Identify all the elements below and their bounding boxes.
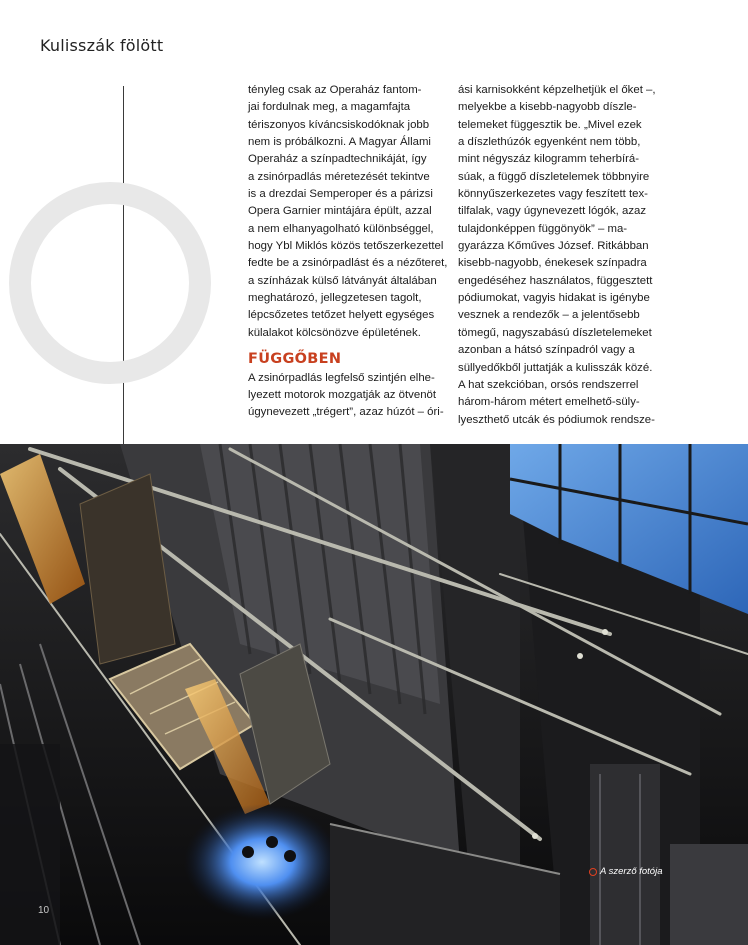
text-line: vesznek a rendezők – a jelentősebb	[458, 309, 640, 322]
credit-ring-icon	[589, 868, 597, 876]
text-line: fedte be a zsinórpadlást és a nézőteret,	[248, 257, 448, 270]
text-line: melyekbe a kisebb-nagyobb díszle-	[458, 101, 637, 114]
text-line: a díszlethúzók egyenként nem több,	[458, 136, 641, 149]
text-line: Operaház a színpadtechnikáját, így	[248, 153, 427, 166]
text-line: tényleg csak az Operaház fantom-	[248, 84, 422, 96]
text-line: könnyűszerkezetes vagy feszített tex-	[458, 188, 648, 201]
text-line: jai fordulnak meg, a magamfajta	[248, 101, 411, 114]
text-line: három-három métert emelhető-süly-	[458, 396, 640, 409]
text-line: mint négyszáz kilogramm teherbírá-	[458, 153, 640, 166]
text-line: gyarázza Kőműves József. Ritkábban	[458, 240, 649, 253]
text-line: lyezett motorok mozgatják az ötvenöt	[248, 388, 437, 401]
photo-credit	[589, 866, 662, 877]
text-line: a színházak külső látványát általában	[248, 274, 437, 287]
text-line: telemeket függesztik be. „Mivel ezek	[458, 118, 642, 131]
text-line: lyeszthető utcák és pódiumok rendsze-	[458, 413, 655, 426]
text-line: A zsinórpadlás legfelső szintjén elhe-	[248, 371, 435, 384]
text-column-right	[458, 82, 658, 429]
text-line: A hat szekcióban, orsós rendszerrel	[458, 378, 639, 391]
text-line: azonban a hátsó színpadról vagy a	[458, 344, 635, 357]
text-line: külalakot kölcsönözve épületének.	[248, 326, 421, 339]
text-line: süllyedőkből juttatják a kulisszák közé.	[458, 361, 653, 374]
text-column-left	[248, 82, 448, 422]
text-line: tériszonyos kíváncsiskodóknak jobb	[248, 118, 430, 131]
text-line: a nem elhanyagolható különbséggel,	[248, 222, 434, 235]
text-line: tulajdonképpen függönyök” – ma-	[458, 222, 628, 235]
text-line: lépcsőzetes tetőzet helyett egységes	[248, 309, 435, 322]
section-title: Kulisszák fölött	[40, 36, 164, 55]
text-line: tömegű, nagyszabású díszletelemeket	[458, 326, 652, 339]
text-line: kisebb-nagyobb, énekesek színpadra	[458, 257, 647, 270]
text-line: nem is próbálkozni. A Magyar Állami	[248, 136, 431, 149]
text-line: súak, a függő díszletelemek többnyire	[458, 170, 650, 183]
text-line: a zsinórpadlás méretezését tekintve	[248, 170, 430, 183]
photo-credit-text: A szerző fotója	[600, 866, 663, 877]
text-line: ási karnisokként képzelhetjük el őket –,	[458, 84, 656, 96]
text-line: úgynevezett „trégert”, azaz húzót – óri-	[248, 406, 444, 419]
subheading: FÜGGŐBEN	[248, 351, 342, 368]
page-number: 10	[38, 905, 50, 916]
text-line: tilfalak, vagy úgynevezett lógók, azaz	[458, 205, 647, 218]
decorative-ring-icon	[9, 182, 211, 384]
text-line: Opera Garnier mintájára épült, azzal	[248, 205, 432, 218]
text-line: engedéséhez használatos, függesztett	[458, 274, 653, 287]
text-line: is a drezdai Semperoper és a párizsi	[248, 188, 433, 201]
text-line: pódiumokat, vagyis hidakat is igénybe	[458, 292, 650, 305]
text-line: meghatározó, jellegzetesen tagolt,	[248, 292, 422, 305]
text-line: hogy Ybl Miklós közös tetőszerkezettel	[248, 240, 444, 253]
